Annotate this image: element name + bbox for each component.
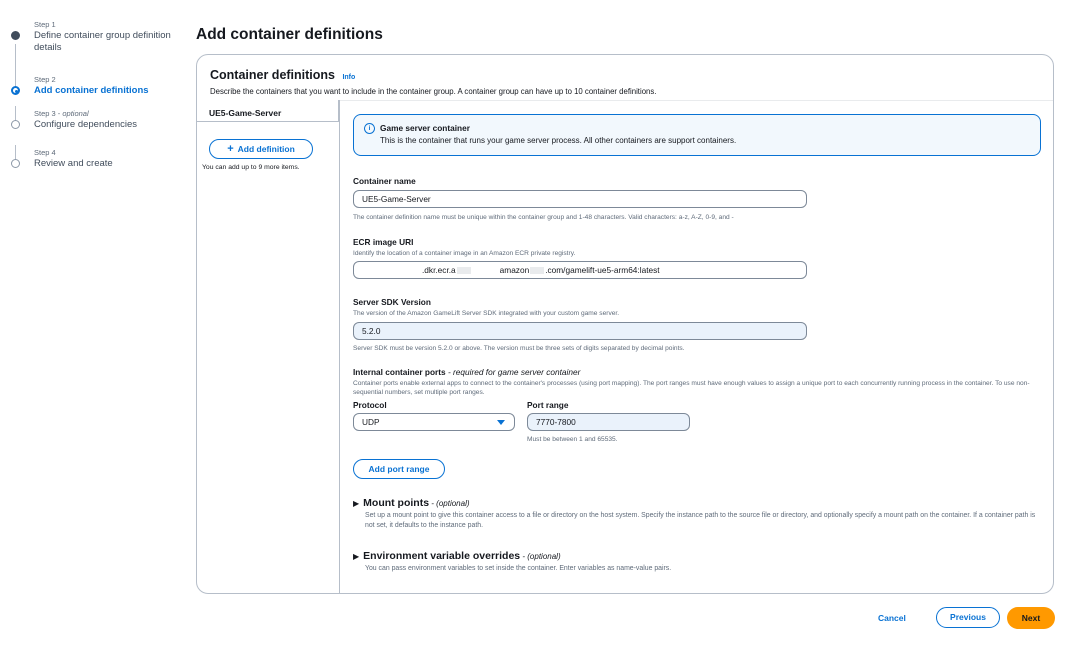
env-vars-toggle[interactable]: ▶ Environment variable overrides - (optional) — [353, 550, 561, 562]
step-pending-icon — [11, 120, 20, 129]
ecr-image-input[interactable]: .dkr.ecr.a amazon .com/gamelift-ue5-arm64:latest — [353, 261, 807, 279]
mount-points-description: Set up a mount point to give this container access to a file or directory on the host system. Specify the instance path to the source file or directory, and optionally specify a mount path on the container. If a container path is not set, it defaults to the instance path. — [365, 512, 1036, 529]
port-range-hint: Must be between 1 and 65535. — [527, 436, 618, 443]
step-title[interactable]: Review and create — [34, 158, 113, 169]
ecr-image-description: Identify the location of a container image in an Amazon ECR private registry. — [353, 250, 576, 257]
redacted-region — [457, 267, 471, 274]
container-name-hint: The container definition name must be unique within the container group and 1-48 characters. Valid characters: a-z, A-Z, 0-9, and - — [353, 214, 734, 221]
definition-tabs — [197, 100, 340, 594]
alert-title: Game server container — [380, 123, 470, 133]
ports-description: Container ports enable external apps to connect to the container's processes (using port mapping). The port ranges must have enough values to assign a unique port to each concurrently running process in the container. To use non-sequential numbers, set multiple port ranges. — [353, 380, 1030, 396]
step-1[interactable] — [8, 20, 188, 67]
tab-ue5-game-server[interactable] — [197, 100, 339, 122]
env-vars-section — [353, 550, 1043, 574]
protocol-label: Protocol — [353, 400, 387, 410]
step-title[interactable]: Define container group definition details — [34, 30, 171, 53]
redacted-region — [530, 267, 544, 274]
step-title[interactable]: Configure dependencies — [34, 119, 137, 130]
caret-down-icon — [497, 420, 505, 425]
step-number: Step 1 — [34, 20, 56, 29]
page-title: Add container definitions — [196, 26, 383, 43]
previous-button[interactable]: Previous — [936, 607, 1000, 628]
add-port-range-button[interactable]: Add port range — [353, 459, 445, 479]
alert-text: This is the container that runs your game server process. All other containers are support containers. — [380, 136, 737, 145]
info-icon: i — [364, 123, 375, 134]
step-title[interactable]: Add container definitions — [34, 85, 149, 96]
step-complete-icon — [11, 31, 20, 40]
container-name-label: Container name — [353, 176, 416, 186]
step-current-icon — [11, 86, 20, 95]
step-number: Step 2 — [34, 75, 56, 84]
panel-title: Container definitions — [210, 68, 335, 82]
step-number: Step 3 - optional — [34, 109, 89, 118]
step-pending-icon — [11, 159, 20, 168]
caret-right-icon: ▶ — [353, 552, 360, 561]
cancel-button[interactable]: Cancel — [878, 613, 906, 623]
protocol-select[interactable]: UDP — [353, 413, 515, 431]
mount-points-toggle[interactable]: ▶ Mount points - (optional) — [353, 497, 470, 509]
plus-icon: + — [227, 143, 234, 155]
ports-label: Internal container ports - required for game server container — [353, 367, 581, 377]
add-definition-hint: You can add up to 9 more items. — [202, 164, 300, 171]
container-name-input[interactable]: UE5-Game-Server — [353, 190, 807, 208]
caret-right-icon: ▶ — [353, 499, 360, 508]
step-4[interactable] — [8, 148, 188, 170]
tab-label: UE5-Game-Server — [209, 108, 282, 118]
sdk-version-input[interactable]: 5.2.0 — [353, 322, 807, 340]
port-range-label: Port range — [527, 400, 569, 410]
step-number: Step 4 — [34, 148, 56, 157]
mount-points-section — [353, 497, 1043, 531]
add-definition-button[interactable]: + Add definition — [209, 139, 313, 159]
env-vars-description: You can pass environment variables to set inside the container. Enter variables as name-value pairs. — [365, 565, 672, 572]
panel-header — [210, 66, 656, 96]
sdk-version-label: Server SDK Version — [353, 297, 431, 307]
sdk-version-hint: Server SDK must be version 5.2.0 or above. The version must be three sets of digits separated by decimal points. — [353, 345, 685, 352]
ecr-image-label: ECR image URI — [353, 237, 414, 247]
panel-description: Describe the containers that you want to include in the container group. A container group can have up to 10 container definitions. — [210, 87, 657, 96]
container-definitions-panel — [196, 54, 1054, 594]
info-link[interactable]: Info — [342, 74, 356, 81]
wizard-stepper — [8, 20, 188, 178]
port-range-input[interactable]: 7770-7800 — [527, 413, 690, 431]
sdk-version-description: The version of the Amazon GameLift Server SDK integrated with your custom game server. — [353, 310, 620, 317]
next-button[interactable]: Next — [1007, 607, 1055, 629]
step-3[interactable] — [8, 109, 188, 140]
step-2[interactable] — [8, 75, 188, 101]
info-alert — [353, 114, 1041, 156]
